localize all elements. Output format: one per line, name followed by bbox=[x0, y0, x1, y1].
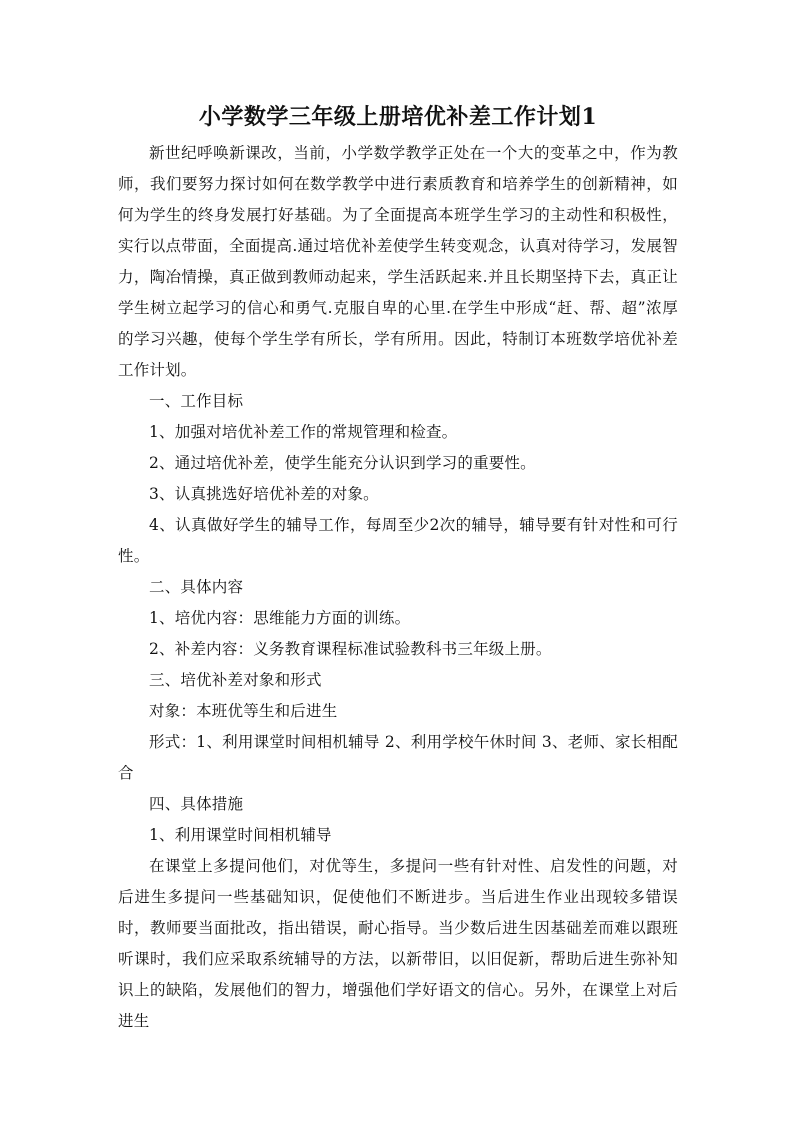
section-heading-targets: 三、培优补差对象和形式 bbox=[149, 671, 322, 689]
intro-paragraph: 新世纪呼唤新课改，当前，小学数学教学正处在一个大的变革之中，作为教师，我们要努力探讨如何在数学教学中进行素质教育和培养学生的创新精神，如何为学生的终身发展打好基础。为了全面提高本班学生学习的主动性和积极性，实行以点带面，全面提高.通过培优补差使学生转变观念，认真对待学习，发展智力，陶冶情操，真正做到教师动起来，学生活跃起来.并且长期坚持下去，真正让学生树立起学习的信心和勇气.克服自卑的心里.在学生中形成“赶、帮、超”浓厚的学习兴趣，使每个学生学有所长，学有所用。因此，特制订本班数学培优补差工作计划。 bbox=[118, 144, 678, 379]
goal-item-4: 4、认真做好学生的辅导工作，每周至少2次的辅导，辅导要有针对性和可行性。 bbox=[118, 516, 678, 565]
measure-paragraph: 在课堂上多提问他们，对优等生，多提问一些有针对性、启发性的问题，对后进生多提问一些基础知识，促使他们不断进步。当后进生作业出现较多错误时，教师要当面批改，指出错误，耐心指导。当少数后进生因基础差而难以跟班听课时，我们应采取系统辅导的方法，以新带旧，以旧促新，帮助后进生弥补知识上的缺陷，发展他们的智力，增强他们学好语文的信心。另外，在课堂上对后进生 bbox=[118, 857, 678, 1030]
targets-line: 对象：本班优等生和后进生 bbox=[149, 702, 338, 720]
document-title: 小学数学三年级上册培优补差工作计划1 bbox=[198, 104, 598, 130]
goal-item-2: 2、通过培优补差，使学生能充分认识到学习的重要性。 bbox=[149, 454, 536, 472]
measure-item-1: 1、利用课堂时间相机辅导 bbox=[149, 826, 332, 844]
section-heading-measures: 四、具体措施 bbox=[149, 795, 244, 813]
section-heading-content: 二、具体内容 bbox=[149, 578, 244, 596]
goal-item-1: 1、加强对培优补差工作的常规管理和检查。 bbox=[149, 423, 458, 441]
goal-item-3: 3、认真挑选好培优补差的对象。 bbox=[149, 485, 379, 503]
forms-line: 形式：1、利用课堂时间相机辅导 2、利用学校午休时间 3、老师、家长相配合 bbox=[118, 733, 678, 782]
content-item-2: 2、补差内容：义务教育课程标准试验教科书三年级上册。 bbox=[149, 640, 552, 658]
content-item-1: 1、培优内容：思维能力方面的训练。 bbox=[149, 609, 411, 627]
section-heading-goals: 一、工作目标 bbox=[149, 392, 244, 410]
